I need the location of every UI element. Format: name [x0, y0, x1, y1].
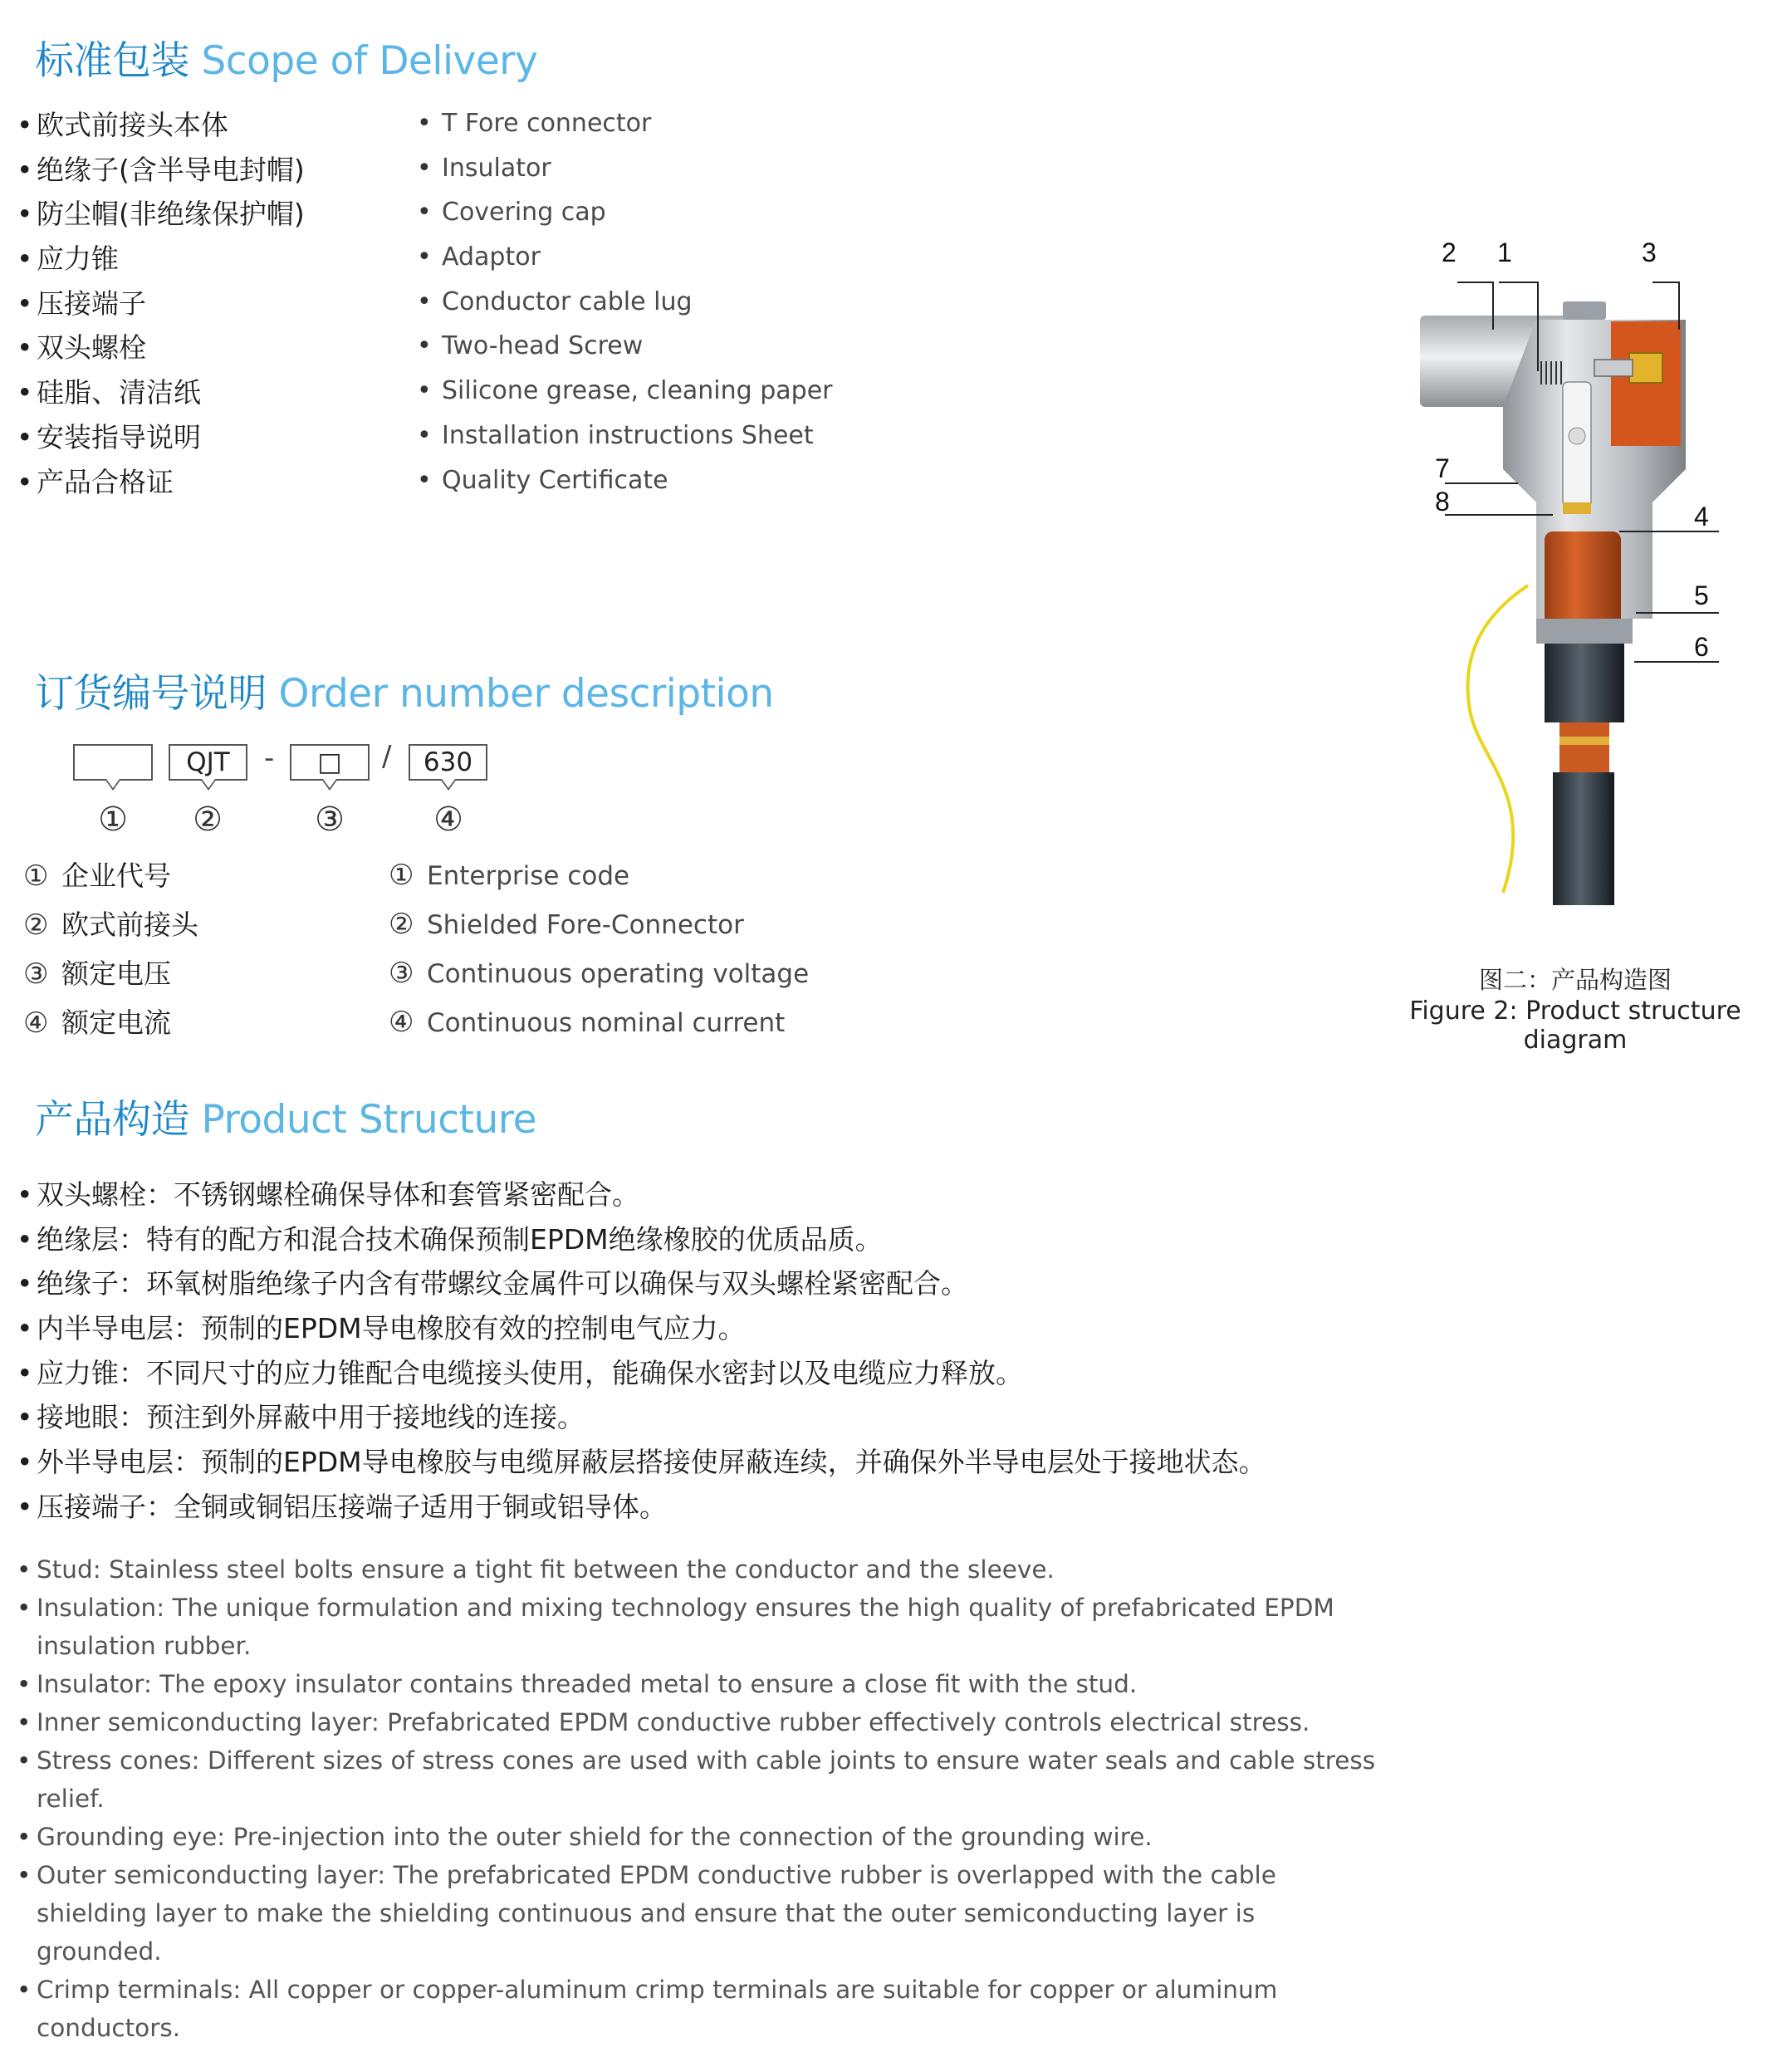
list-item: • 绝缘层：特有的配方和混合技术确保预制EPDM绝缘橡胶的优质品质。 [17, 1217, 1266, 1262]
list-item: • 应力锥：不同尺寸的应力锥配合电缆接头使用，能确保水密封以及电缆应力释放。 [17, 1351, 1266, 1396]
list-item [389, 851, 809, 900]
item-number: ① [23, 859, 49, 893]
item-label: 额定电压 [61, 957, 171, 990]
figure-caption-en: Figure 2: Product structure diagram [1409, 997, 1741, 1055]
list-item: • Quality Certificate [417, 458, 833, 503]
diagram-label-1: 1 [1497, 238, 1512, 267]
list-item [23, 851, 198, 900]
lug-ring [1569, 428, 1585, 444]
list-item [23, 998, 198, 1047]
item-number: ② [23, 908, 49, 942]
order-heading-zh: 订货编号说明 [35, 671, 267, 717]
diagram-label-7: 7 [1435, 453, 1450, 483]
cable-end [1553, 772, 1614, 905]
delivery-list-zh [17, 103, 305, 504]
structure-heading [35, 1089, 536, 1144]
item-label: Shielded Fore-Connector [427, 910, 744, 940]
list-item: • 压接端子：全铜或铜铝压接端子适用于铜或铝导体。 [17, 1485, 1266, 1530]
item-number: ④ [389, 1006, 414, 1039]
ground-wire [1468, 585, 1528, 893]
top-stub [1563, 301, 1606, 320]
list-item: • 产品合格证 [17, 460, 305, 505]
list-item: • 内半导电层：预制的EPDM导电橡胶有效的控制电气应力。 [17, 1306, 1266, 1351]
list-item [23, 900, 198, 949]
item-number: ③ [389, 957, 414, 990]
order-heading-en: Order number description [278, 671, 774, 717]
item-label: 额定电流 [61, 1006, 171, 1039]
code-dash: - [264, 742, 275, 775]
diagram-label-8: 8 [1435, 487, 1450, 517]
cable-band [1559, 737, 1609, 745]
diagram-label-4: 4 [1694, 502, 1709, 531]
list-item: • 应力锥 [17, 237, 305, 282]
list-item [389, 900, 809, 949]
list-item: • Crimp terminals: All copper or copper-aluminum crimp terminals are suitable for copper or aluminum conductors. [17, 1971, 1378, 2047]
code-slash: / [382, 740, 392, 773]
list-item: • Silicone grease, cleaning paper [417, 369, 833, 414]
delivery-heading [35, 30, 537, 86]
order-heading [35, 663, 774, 718]
cable-tape [1559, 722, 1609, 772]
list-item: • 绝缘子(含半导电封帽) [17, 148, 305, 193]
list-item: • Stress cones: Different sizes of stress cones are used with cable joints to ensure water seals and cable stress relief. [17, 1741, 1378, 1818]
list-item: • T Fore connector [417, 101, 833, 146]
diagram-label-5: 5 [1694, 580, 1709, 610]
code-circle-2: ② [193, 801, 223, 839]
order-list-zh [23, 851, 198, 1047]
diagram-label-3: 3 [1642, 238, 1657, 267]
list-item: • Stud: Stainless steel bolts ensure a tight fit between the conductor and the sleeve. [17, 1550, 1378, 1589]
list-item: • 防尘帽(非绝缘保护帽) [17, 192, 305, 237]
brass-nut [1629, 353, 1662, 383]
item-label: Continuous operating voltage [427, 959, 810, 989]
list-item: • Inner semiconducting layer: Prefabricated EPDM conductive rubber effectively controls electrical stress. [17, 1703, 1378, 1741]
list-item: • 硅脂、清洁纸 [17, 370, 305, 415]
code-circle-3: ③ [315, 801, 345, 839]
list-item: • Insulator: The epoxy insulator contains threaded metal to ensure a close fit with the stud. [17, 1665, 1378, 1703]
item-label: 欧式前接头 [61, 908, 198, 941]
list-item [389, 998, 809, 1047]
figure-caption-zh: 图二：产品构造图 [1478, 966, 1672, 994]
stud [1594, 360, 1633, 376]
product-structure-diagram [1412, 228, 1744, 918]
list-item: • 接地眼：预注到外屏蔽中用于接地线的连接。 [17, 1395, 1266, 1440]
structure-list-zh [17, 1173, 1266, 1530]
list-item: • Covering cap [417, 190, 833, 235]
list-item: • Adaptor [417, 235, 833, 280]
list-item: • Conductor cable lug [417, 280, 833, 325]
code-circle-4: ④ [433, 801, 463, 839]
list-item [389, 949, 809, 998]
code-box-type: QJT [169, 744, 247, 781]
structure-list-en [17, 1550, 1378, 2047]
structure-heading-en: Product Structure [201, 1097, 536, 1143]
cable-sheath [1545, 644, 1624, 722]
delivery-heading-zh: 标准包装 [35, 38, 189, 84]
structure-heading-zh: 产品构造 [35, 1097, 189, 1143]
list-item: • 压接端子 [17, 282, 305, 326]
brass-ring [1563, 502, 1591, 514]
list-item: • 绝缘子：环氧树脂绝缘子内含有带螺纹金属件可以确保与双头螺栓紧密配合。 [17, 1261, 1266, 1306]
list-item [23, 949, 198, 998]
list-item: • Insulation: The unique formulation and mixing technology ensures the high quality of prefabricated EPDM insulation rubber. [17, 1589, 1378, 1665]
item-label: Enterprise code [427, 861, 630, 891]
delivery-heading-en: Scope of Delivery [201, 38, 538, 84]
list-item: • Installation instructions Sheet [417, 414, 833, 458]
list-item: • 外半导电层：预制的EPDM导电橡胶与电缆屏蔽层搭接使屏蔽连续，并确保外半导电层处于接地状态。 [17, 1440, 1266, 1485]
lower-sleeve [1536, 619, 1633, 644]
code-box-enterprise [73, 744, 153, 781]
order-list-en [389, 851, 809, 1047]
item-number: ③ [23, 957, 49, 991]
list-item: • Grounding eye: Pre-injection into the outer shield for the connection of the grounding wire. [17, 1818, 1378, 1856]
list-item: • Insulator [417, 146, 833, 191]
delivery-list-en [417, 101, 833, 502]
code-circle-1: ① [98, 801, 128, 839]
item-number: ① [389, 859, 414, 892]
item-label: 企业代号 [61, 859, 171, 892]
list-item: • 欧式前接头本体 [17, 103, 305, 148]
list-item: • Outer semiconducting layer: The prefabricated EPDM conductive rubber is overlapped with the cable shielding layer to make the shielding continuous and ensure that the outer semiconducting layer is grounded. [17, 1856, 1378, 1971]
diagram-label-6: 6 [1694, 632, 1709, 662]
code-box-current: 630 [409, 744, 487, 781]
list-item: • 双头螺栓：不锈钢螺栓确保导体和套管紧密配合。 [17, 1173, 1266, 1217]
item-number: ④ [23, 1006, 49, 1040]
code-box-voltage: □ [290, 744, 370, 781]
list-item: • 安装指导说明 [17, 415, 305, 460]
item-label: Continuous nominal current [427, 1008, 786, 1038]
list-item: • Two-head Screw [417, 324, 833, 369]
diagram-label-2: 2 [1442, 238, 1457, 267]
list-item: • 双头螺栓 [17, 326, 305, 370]
item-number: ② [389, 908, 414, 941]
